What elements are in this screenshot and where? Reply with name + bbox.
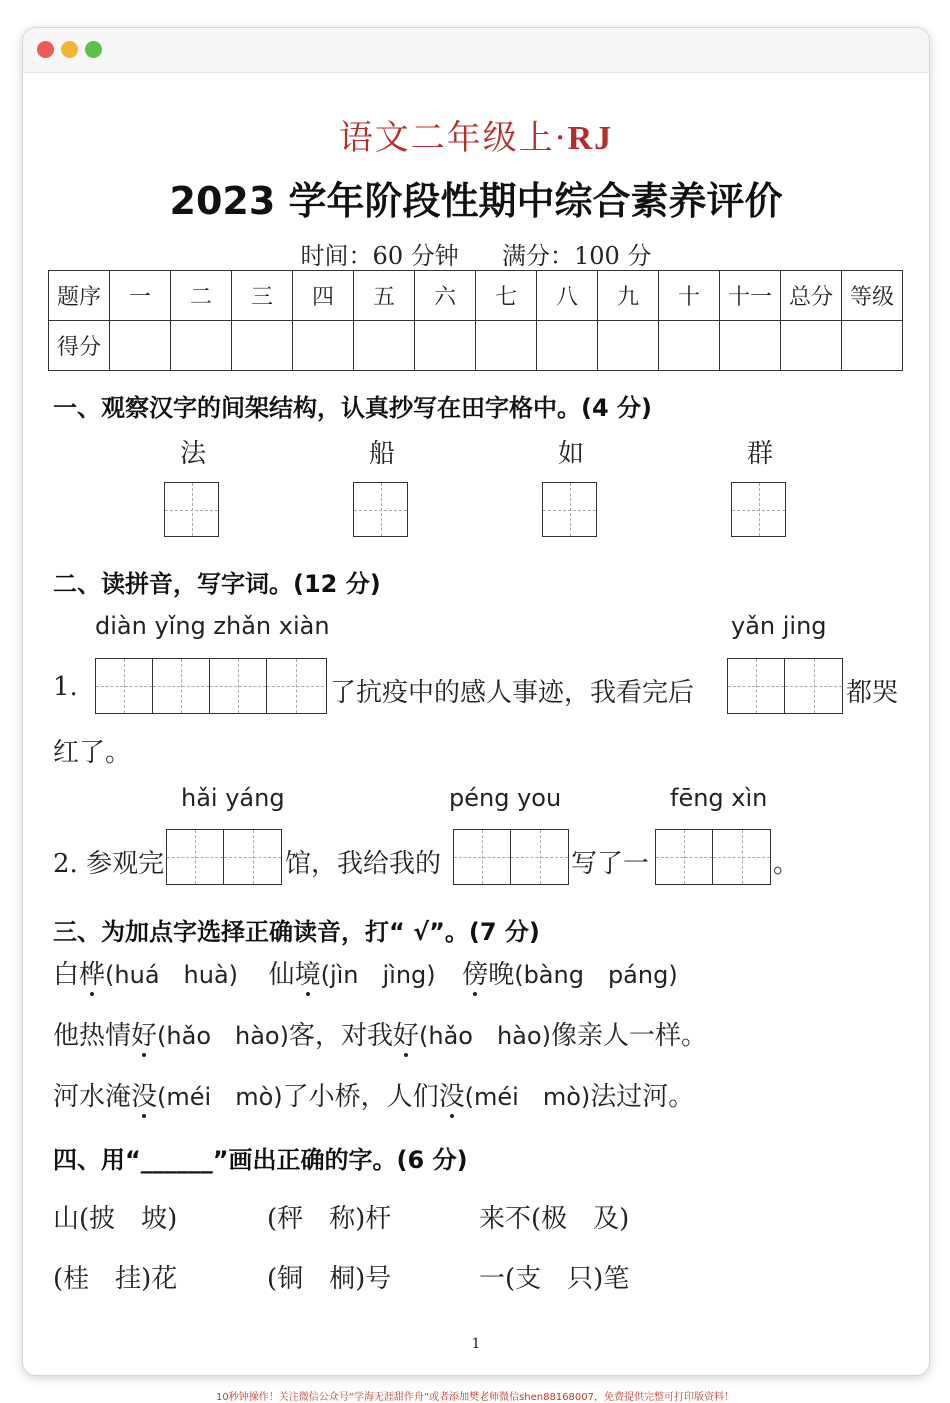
- reading-options[interactable]: (hǎo hào): [419, 1022, 551, 1050]
- answer-grid-cell[interactable]: [713, 830, 770, 884]
- answer-grid-cell[interactable]: [728, 659, 785, 713]
- dotted-char: 境: [294, 960, 321, 990]
- minimize-window-button[interactable]: [61, 41, 78, 58]
- pinyin-label: hǎi yáng: [181, 784, 285, 812]
- score-cell[interactable]: [415, 321, 476, 371]
- answer-grid-cell[interactable]: [267, 659, 324, 713]
- score-header-cell: 等级: [842, 271, 903, 321]
- score-header-cell: 十一: [720, 271, 781, 321]
- score-header-cell: 六: [415, 271, 476, 321]
- score-header-cell: 七: [476, 271, 537, 321]
- dotted-char: 没: [438, 1082, 465, 1112]
- score-cell[interactable]: [659, 321, 720, 371]
- score-header-cell: 十: [659, 271, 720, 321]
- section-1-heading: 一、观察汉字的间架结构，认真抄写在田字格中。(4 分): [53, 394, 652, 422]
- tian-grid-box[interactable]: [353, 482, 408, 537]
- score-header-cell: 九: [598, 271, 659, 321]
- score-cell[interactable]: [720, 321, 781, 371]
- section-3-heading: 三、为加点字选择正确读音，打“ √”。(7 分): [53, 918, 540, 946]
- reading-choice-line: 河水淹没(méi mò)了小桥，人们没(méi mò)法过河。: [53, 1082, 695, 1112]
- section-4-heading: 四、用“______”画出正确的字。(6 分): [53, 1146, 468, 1174]
- dotted-char: 傍: [462, 960, 489, 990]
- answer-grid-fengxin[interactable]: [655, 829, 771, 885]
- score-cell[interactable]: [110, 321, 171, 371]
- sentence-text: 都哭: [846, 678, 899, 708]
- answer-grid-cell[interactable]: [153, 659, 210, 713]
- full-score-label: 满分：100 分: [502, 242, 652, 270]
- reading-choice-line: 白桦(huá huà) 仙境(jìn jìng) 傍晚(bàng páng): [53, 960, 678, 990]
- tian-grid-box[interactable]: [164, 482, 219, 537]
- answer-grid-cell[interactable]: [167, 830, 224, 884]
- page-number: 1: [471, 1336, 481, 1352]
- document-window: [22, 27, 930, 1376]
- reading-options[interactable]: (méi mò): [157, 1083, 283, 1111]
- answer-grid-dianying-zhanxian[interactable]: [95, 658, 327, 714]
- answer-grid-cell[interactable]: [454, 830, 511, 884]
- copy-char-label: 群: [746, 439, 773, 469]
- title-bar: [23, 28, 929, 73]
- answer-grid-cell[interactable]: [96, 659, 153, 713]
- score-header-cell: 八: [537, 271, 598, 321]
- dotted-char: 好: [131, 1021, 158, 1051]
- score-header-cell: 三: [232, 271, 293, 321]
- exam-time-info: [23, 236, 929, 271]
- reading-choice-line: 他热情好(hǎo hào)客，对我好(hǎo hào)像亲人一样。: [53, 1021, 707, 1051]
- dotted-char: 好: [392, 1021, 419, 1051]
- tian-grid-box[interactable]: [731, 482, 786, 537]
- score-header-cell: 题序: [49, 271, 110, 321]
- score-cell[interactable]: [354, 321, 415, 371]
- sentence-text: 馆，我给我的: [285, 849, 442, 879]
- pinyin-label: fēng xìn: [670, 784, 768, 812]
- score-header-cell: 五: [354, 271, 415, 321]
- answer-grid-cell[interactable]: [511, 830, 568, 884]
- score-table: [48, 270, 903, 371]
- score-cell[interactable]: [171, 321, 232, 371]
- score-header-cell: 二: [171, 271, 232, 321]
- score-cell[interactable]: [293, 321, 354, 371]
- pinyin-label: yǎn jing: [731, 612, 827, 640]
- score-cell[interactable]: [842, 321, 903, 371]
- close-window-button[interactable]: [37, 41, 54, 58]
- dotted-char: 没: [131, 1082, 158, 1112]
- sentence-text: 2. 参观完: [53, 849, 165, 879]
- pinyin-label: diàn yǐng zhǎn xiàn: [95, 612, 330, 640]
- score-cell[interactable]: [537, 321, 598, 371]
- section-2-heading: 二、读拼音，写字词。(12 分): [53, 570, 381, 598]
- reading-options[interactable]: (jìn jìng): [320, 961, 436, 989]
- maximize-window-button[interactable]: [85, 41, 102, 58]
- score-cell[interactable]: [232, 321, 293, 371]
- char-choice-item[interactable]: 山(披 坡): [53, 1204, 178, 1234]
- dotted-char: 桦: [79, 960, 106, 990]
- question-number: 1.: [53, 672, 78, 702]
- char-choice-item[interactable]: (秤 称)杆: [267, 1204, 392, 1234]
- reading-options[interactable]: (bàng páng): [514, 961, 678, 989]
- char-choice-item[interactable]: 来不(极 及): [479, 1204, 630, 1234]
- answer-grid-yanjing[interactable]: [727, 658, 843, 714]
- answer-grid-cell[interactable]: [210, 659, 267, 713]
- tian-grid-box[interactable]: [542, 482, 597, 537]
- char-choice-item[interactable]: (桂 挂)花: [53, 1264, 178, 1294]
- score-header-cell: 四: [293, 271, 354, 321]
- answer-grid-haiyang[interactable]: [166, 829, 282, 885]
- score-cell[interactable]: [781, 321, 842, 371]
- score-header-cell: 一: [110, 271, 171, 321]
- exam-title: 2023 学年阶段性期中综合素养评价: [169, 179, 783, 223]
- char-choice-item[interactable]: (铜 桐)号: [267, 1264, 392, 1294]
- time-label: 时间：60 分钟: [300, 242, 459, 270]
- char-choice-item[interactable]: 一(支 只)笔: [479, 1264, 630, 1294]
- answer-grid-pengyou[interactable]: [453, 829, 569, 885]
- reading-options[interactable]: (hǎo hào): [157, 1022, 289, 1050]
- score-cell[interactable]: [598, 321, 659, 371]
- copy-char-label: 法: [179, 439, 206, 469]
- score-header-cell: 总分: [781, 271, 842, 321]
- copy-char-label: 如: [557, 439, 584, 469]
- answer-grid-cell[interactable]: [224, 830, 281, 884]
- score-cell[interactable]: [476, 321, 537, 371]
- sentence-text: 红了。: [53, 738, 132, 768]
- answer-grid-cell[interactable]: [656, 830, 713, 884]
- answer-grid-cell[interactable]: [785, 659, 842, 713]
- score-table-header-row: [49, 271, 903, 321]
- sentence-text: 了抗疫中的感人事迹，我看完后: [330, 678, 695, 708]
- subject-title: 语文二年级上·RJ: [338, 118, 614, 158]
- copy-char-label: 船: [368, 439, 395, 469]
- score-table-score-row: [49, 321, 903, 371]
- sentence-text: 。: [773, 849, 800, 879]
- score-row-label: 得分: [49, 321, 110, 371]
- sentence-text: 写了一: [571, 849, 650, 879]
- reading-options[interactable]: (huá huà): [105, 961, 239, 989]
- pinyin-label: péng you: [449, 784, 562, 812]
- footer-note: 10秒钟操作！关注微信公众号“学海无涯甜作舟”或者添加樊老师微信shen88168007，免费提供完整可打印版资料！: [215, 1392, 735, 1403]
- reading-options[interactable]: (méi mò): [464, 1083, 591, 1111]
